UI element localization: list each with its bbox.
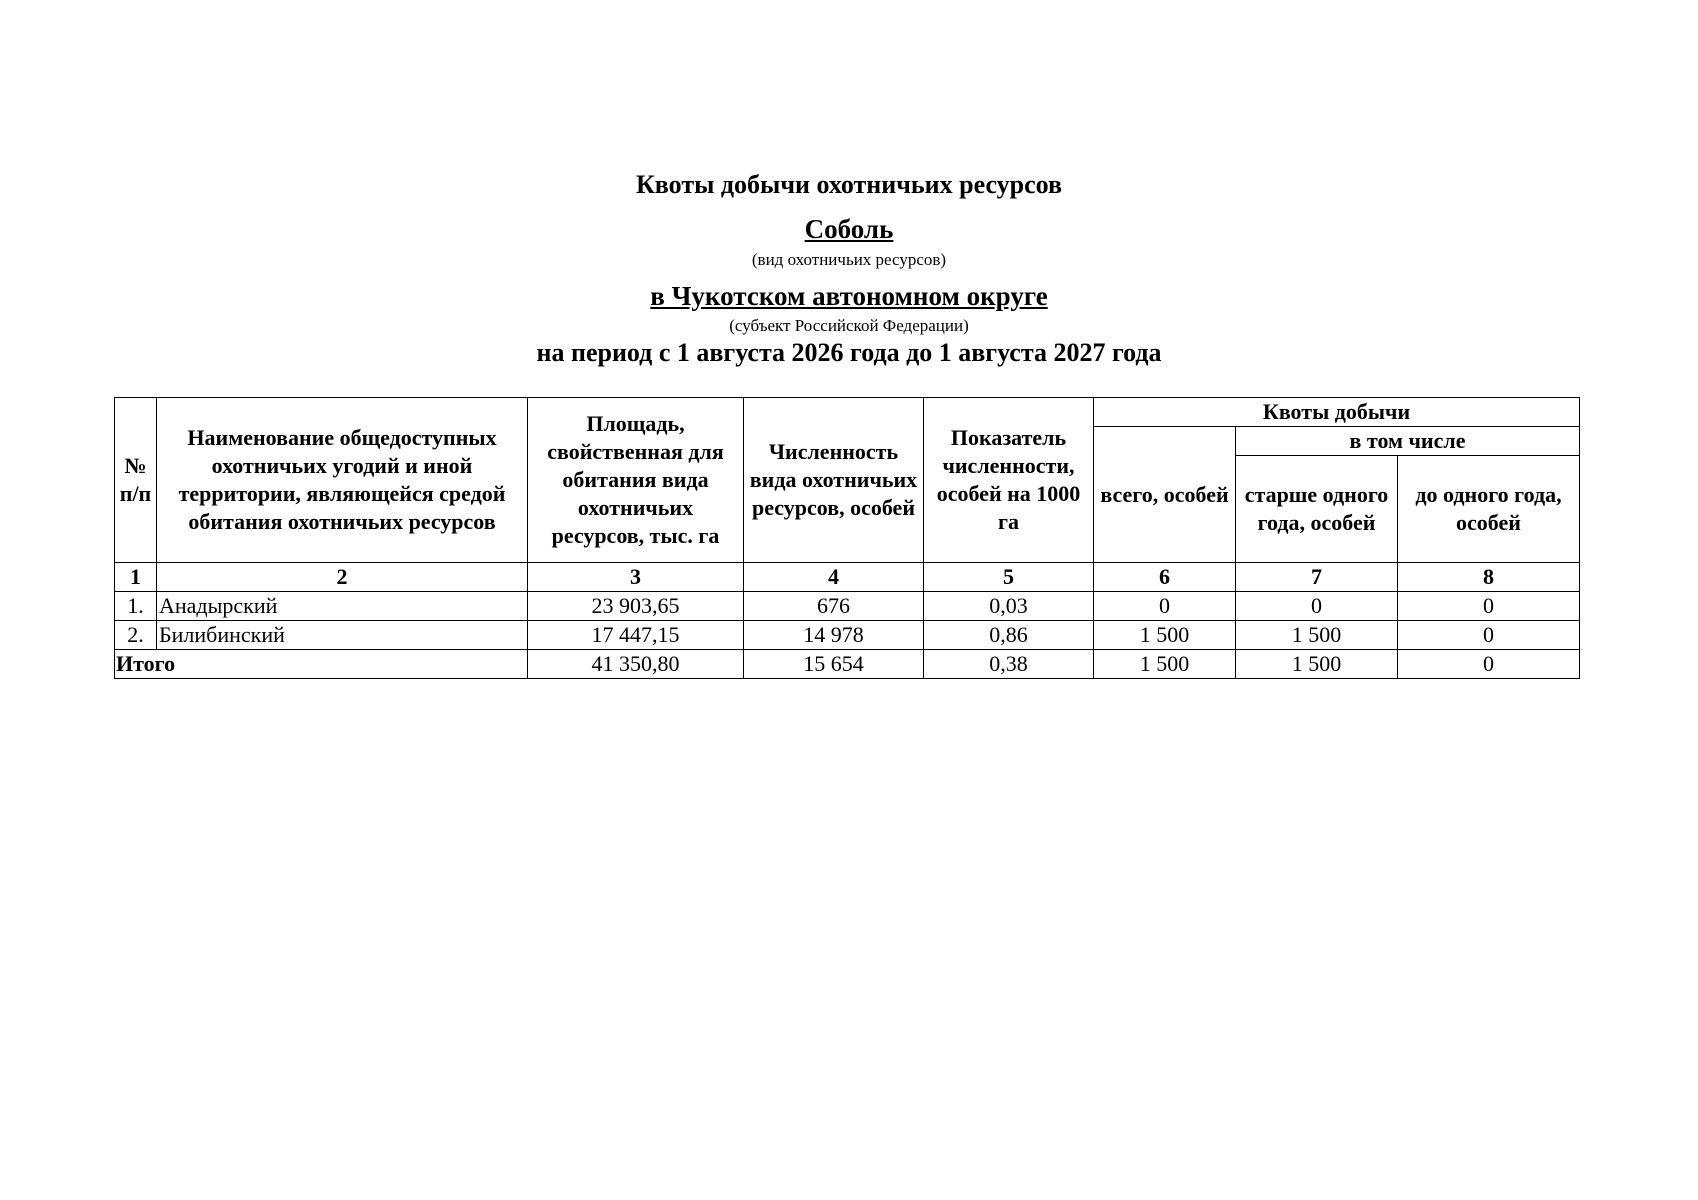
- row-density: 0,03: [924, 592, 1094, 621]
- header-older: старше одного года, особей: [1236, 456, 1398, 563]
- column-number: 8: [1398, 563, 1580, 592]
- column-number: 3: [528, 563, 744, 592]
- total-area: 41 350,80: [528, 650, 744, 679]
- row-density: 0,86: [924, 621, 1094, 650]
- total-population: 15 654: [744, 650, 924, 679]
- row-quota-total: 0: [1094, 592, 1236, 621]
- region-caption: (субъект Российской Федерации): [729, 316, 969, 335]
- column-number: 6: [1094, 563, 1236, 592]
- column-number: 5: [924, 563, 1094, 592]
- species-caption: (вид охотничьих ресурсов): [751, 250, 947, 269]
- row-name: Билибинский: [157, 621, 528, 650]
- table-row: [115, 621, 1580, 650]
- total-row: [115, 650, 1580, 679]
- header-population: Численность вида охотничьих ресурсов, особей: [744, 398, 924, 563]
- row-quota-older: 1 500: [1236, 621, 1398, 650]
- header-density: Показатель численности, особей на 1000 га: [924, 398, 1094, 563]
- row-quota-younger: 0: [1398, 621, 1580, 650]
- header-area: Площадь, свойственная для обитания вида охотничьих ресурсов, тыс. га: [528, 398, 744, 563]
- column-number: 4: [744, 563, 924, 592]
- row-population: 14 978: [744, 621, 924, 650]
- row-name: Анадырский: [157, 592, 528, 621]
- region-name: в Чукотском автономном округе: [650, 281, 1048, 311]
- quota-table: [114, 397, 1580, 679]
- column-number: 2: [157, 563, 528, 592]
- row-num: 2.: [115, 621, 157, 650]
- column-number-row: [115, 563, 1580, 592]
- column-number: 7: [1236, 563, 1398, 592]
- header-name: Наименование общедоступных охотничьих угодий и иной территории, являющейся средой обитания охотничьих ресурсов: [157, 398, 528, 563]
- header-quota-total: всего, особей: [1094, 427, 1236, 563]
- table-row: [115, 592, 1580, 621]
- row-quota-total: 1 500: [1094, 621, 1236, 650]
- row-quota-older: 0: [1236, 592, 1398, 621]
- header-including: в том числе: [1236, 427, 1580, 456]
- header-younger: до одного года, особей: [1398, 456, 1580, 563]
- document-title: Квоты добычи охотничьих ресурсов: [635, 170, 1063, 199]
- period-text: на период с 1 августа 2026 года до 1 августа 2027 года: [536, 338, 1162, 367]
- total-quota-total: 1 500: [1094, 650, 1236, 679]
- row-area: 23 903,65: [528, 592, 744, 621]
- row-area: 17 447,15: [528, 621, 744, 650]
- header-num: № п/п: [115, 398, 157, 563]
- total-quota-older: 1 500: [1236, 650, 1398, 679]
- row-num: 1.: [115, 592, 157, 621]
- column-number: 1: [115, 563, 157, 592]
- header-quota-group: Квоты добычи: [1094, 398, 1580, 427]
- species-name: Соболь: [804, 214, 894, 244]
- row-quota-younger: 0: [1398, 592, 1580, 621]
- total-label: Итого: [115, 650, 528, 679]
- total-quota-younger: 0: [1398, 650, 1580, 679]
- total-density: 0,38: [924, 650, 1094, 679]
- row-population: 676: [744, 592, 924, 621]
